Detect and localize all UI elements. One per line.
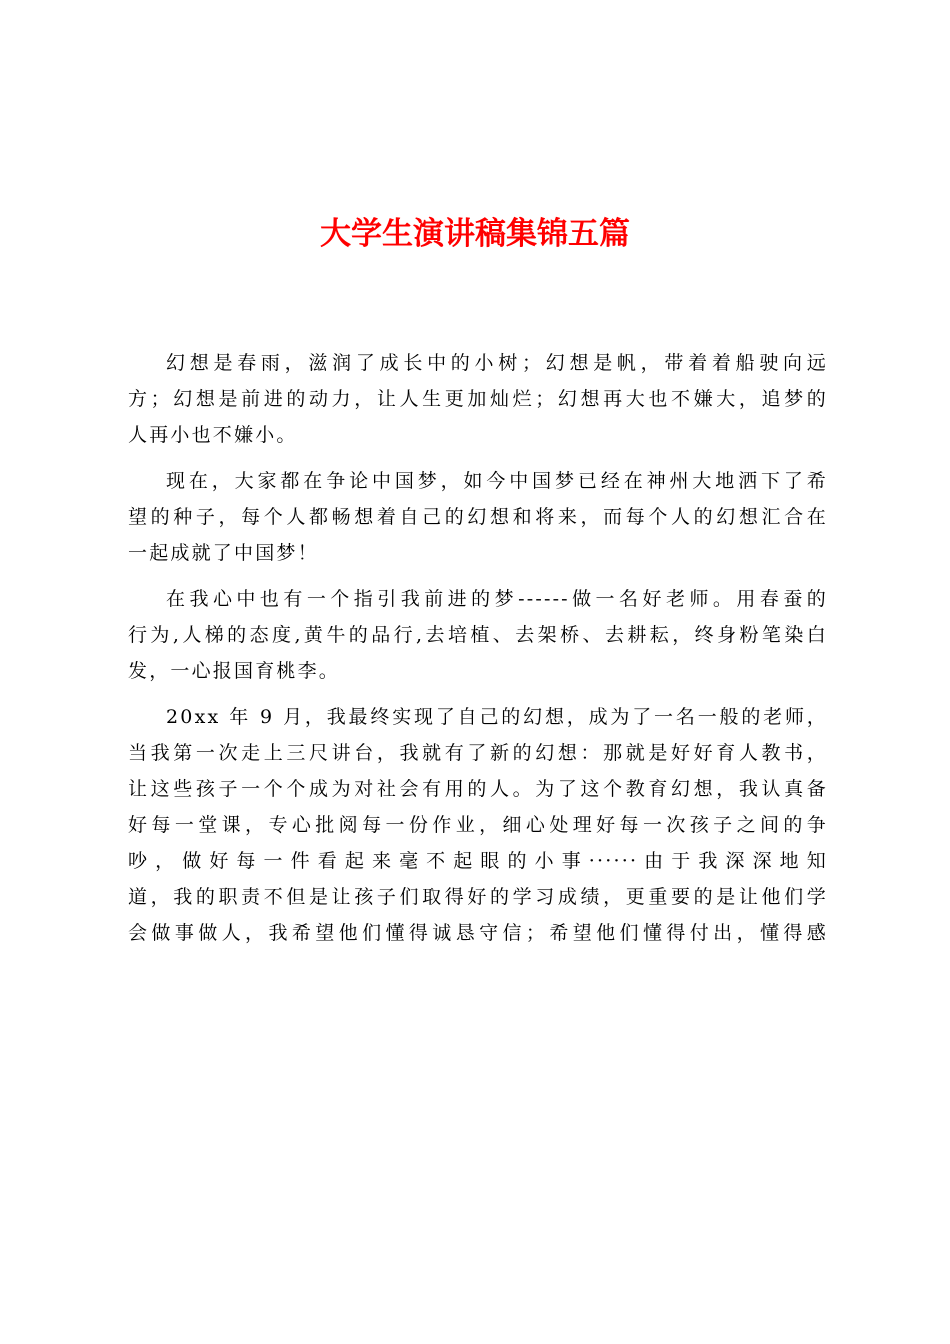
- paragraph-4: [128, 699, 828, 951]
- text-line: 吵，做好每一件看起来毫不起眼的小事······由于我深深地知: [128, 850, 828, 872]
- document-body: [128, 345, 828, 961]
- text-line: 20xx 年 9 月，我最终实现了自己的幻想，成为了一名一般的老师，: [166, 706, 828, 728]
- text-line: 会做事做人，我希望他们懂得诚恳守信；希望他们懂得付出，懂得感: [128, 922, 828, 944]
- text-line: 好每一堂课，专心批阅每一份作业，细心处理好每一次孩子之间的争: [128, 814, 828, 836]
- text-line: 幻想是春雨，滋润了成长中的小树；幻想是帆，带着着船驶向远: [166, 352, 828, 374]
- text-line: 望的种子，每个人都畅想着自己的幻想和将来，而每个人的幻想汇合在: [128, 506, 828, 528]
- text-line: 人再小也不嫌小。: [128, 424, 298, 446]
- text-line: 发，一心报国育桃李。: [128, 660, 341, 682]
- text-line: 在我心中也有一个指引我前进的梦------做一名好老师。用春蚕的: [166, 588, 828, 610]
- document-title: 大学生演讲稿集锦五篇: [320, 216, 630, 252]
- text-line: 道，我的职责不但是让孩子们取得好的学习成绩，更重要的是让他们学: [128, 886, 828, 908]
- paragraph-1: [128, 345, 828, 453]
- text-line: 一起成就了中国梦！: [128, 542, 319, 564]
- paragraph-3: [128, 581, 828, 689]
- text-line: 现在，大家都在争论中国梦，如今中国梦已经在神州大地洒下了希: [166, 470, 828, 492]
- text-line: 让这些孩子一个个成为对社会有用的人。为了这个教育幻想，我认真备: [128, 778, 828, 800]
- text-line: 行为,人梯的态度,黄牛的品行,去培植、去架桥、去耕耘，终身粉笔染白: [128, 624, 828, 646]
- paragraph-2: [128, 463, 828, 571]
- text-line: 方；幻想是前进的动力，让人生更加灿烂；幻想再大也不嫌大，追梦的: [128, 388, 828, 410]
- text-line: 当我第一次走上三尺讲台，我就有了新的幻想：那就是好好育人教书，: [128, 742, 828, 764]
